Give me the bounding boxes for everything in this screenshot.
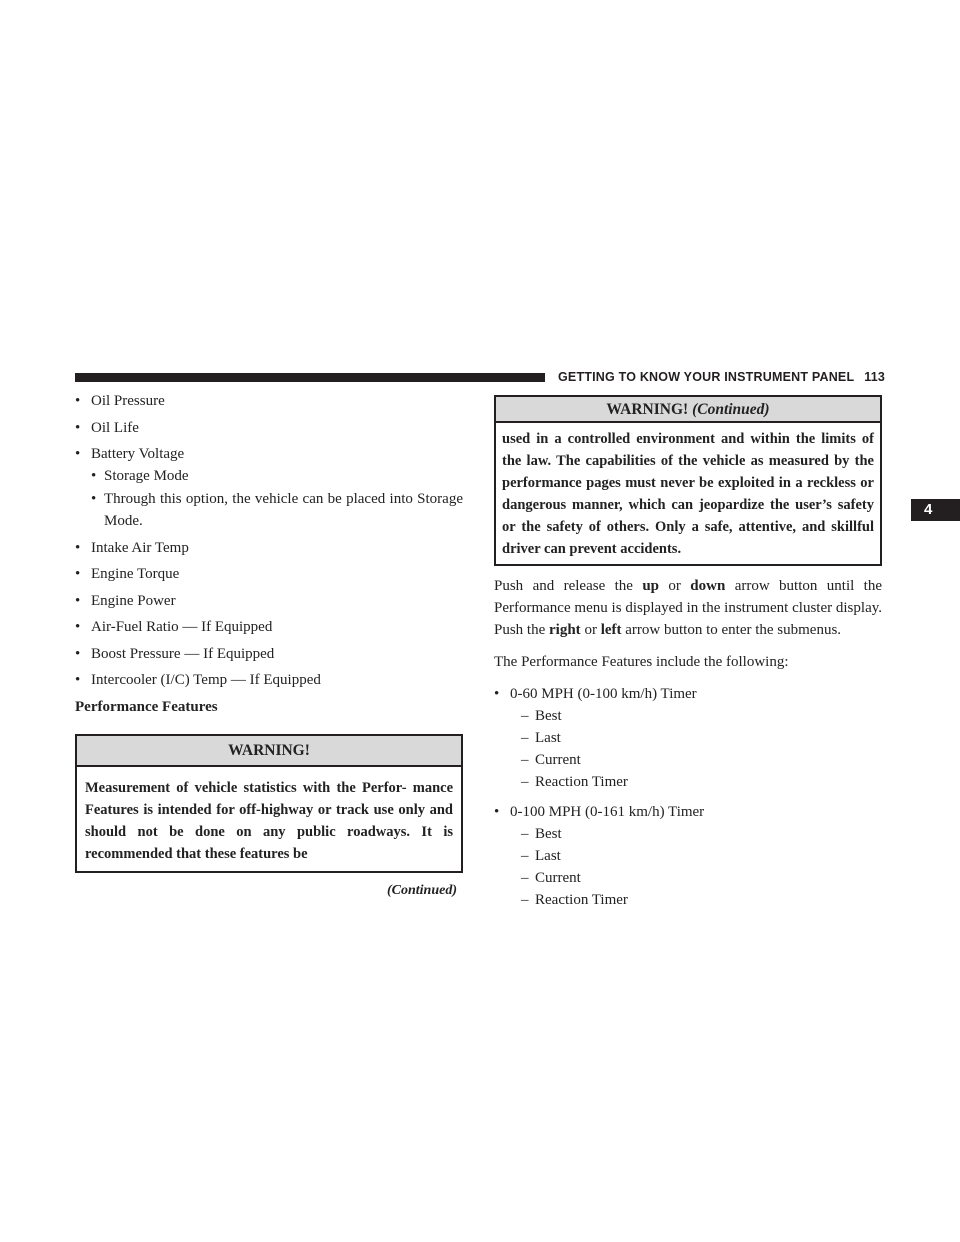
- sub-list-item: – Last: [521, 845, 882, 867]
- key-left: left: [600, 622, 622, 638]
- key-right: right: [549, 622, 581, 638]
- gauge-list: [75, 390, 463, 691]
- text-run: Push and release the: [494, 578, 643, 594]
- battery-sub-list: [91, 465, 463, 532]
- warning-title: [496, 397, 880, 423]
- header-rule: [75, 373, 545, 382]
- list-item: • Air-Fuel Ratio — If Equipped: [75, 616, 463, 638]
- timer-list: [494, 683, 882, 911]
- instruction-paragraph: [494, 575, 882, 641]
- continued-note: (Continued): [386, 882, 457, 898]
- warning-title-text: WARNING!: [606, 401, 689, 418]
- chapter-tab: 4: [911, 499, 960, 521]
- right-column: [494, 395, 882, 916]
- warning-box-continued: [494, 395, 882, 566]
- timer-label: 0-100 MPH (0-161 km/h) Timer: [510, 804, 705, 820]
- sub-list-item: • Through this option, the vehicle can be placed into Storage Mode.: [91, 488, 463, 532]
- list-item: • Boost Pressure — If Equipped: [75, 643, 463, 665]
- left-column: [75, 390, 463, 902]
- list-item: • Engine Power: [75, 590, 463, 612]
- text-run: arrow button to enter the submenus.: [621, 622, 842, 638]
- sub-list-item: – Best: [521, 823, 882, 845]
- features-intro: The Performance Features include the following:: [494, 654, 789, 670]
- key-down: down: [690, 578, 726, 594]
- text-run: arrow button until the Performance menu is displayed in the instrument cluster display. Push the: [494, 578, 882, 638]
- list-item: • Engine Torque: [75, 563, 463, 585]
- warning-title: WARNING!: [77, 736, 461, 767]
- list-item: • Intake Air Temp: [75, 537, 463, 559]
- sub-list-item: – Current: [521, 867, 882, 889]
- sub-list-item: • Storage Mode: [91, 465, 463, 487]
- list-item: [75, 443, 463, 532]
- timer-sub-list: [510, 705, 882, 793]
- key-up: up: [642, 578, 660, 594]
- list-item: [494, 801, 882, 911]
- page-number: 113: [864, 370, 886, 384]
- timer-label: 0-60 MPH (0-100 km/h) Timer: [510, 686, 697, 702]
- section-heading: Performance Features: [75, 698, 218, 715]
- warning-body: used in a controlled environment and within the limits of the law. The capabilities of the vehicle as measured by the performance pages must never be exploited in a reckless or dangerous manner, which can jeopardize the user’s safety or the safety of others. Only a safe, attentive, and skillful driver can prevent accidents.: [502, 431, 874, 557]
- list-item-label: Battery Voltage: [91, 446, 185, 462]
- warning-box: [75, 734, 463, 873]
- list-item: • Intercooler (I/C) Temp — If Equipped: [75, 669, 463, 691]
- warning-body: Measurement of vehicle statistics with the Perfor- mance Features is intended for off-highway or track use only and should not be done on any public roadways. It is recommended that these features be: [85, 779, 453, 862]
- timer-sub-list: [510, 823, 882, 911]
- sub-list-item: – Current: [521, 749, 882, 771]
- list-item: • Oil Life: [75, 417, 463, 439]
- text-run: or: [580, 622, 601, 638]
- list-item: • Oil Pressure: [75, 390, 463, 412]
- list-item: [494, 683, 882, 793]
- warning-title-suffix: (Continued): [692, 401, 770, 418]
- running-header: [558, 370, 885, 384]
- sub-list-item: – Best: [521, 705, 882, 727]
- sub-list-item: – Reaction Timer: [521, 889, 882, 911]
- sub-list-item: – Last: [521, 727, 882, 749]
- header-title: GETTING TO KNOW YOUR INSTRUMENT PANEL: [558, 370, 855, 384]
- sub-list-item: – Reaction Timer: [521, 771, 882, 793]
- text-run: or: [659, 578, 691, 594]
